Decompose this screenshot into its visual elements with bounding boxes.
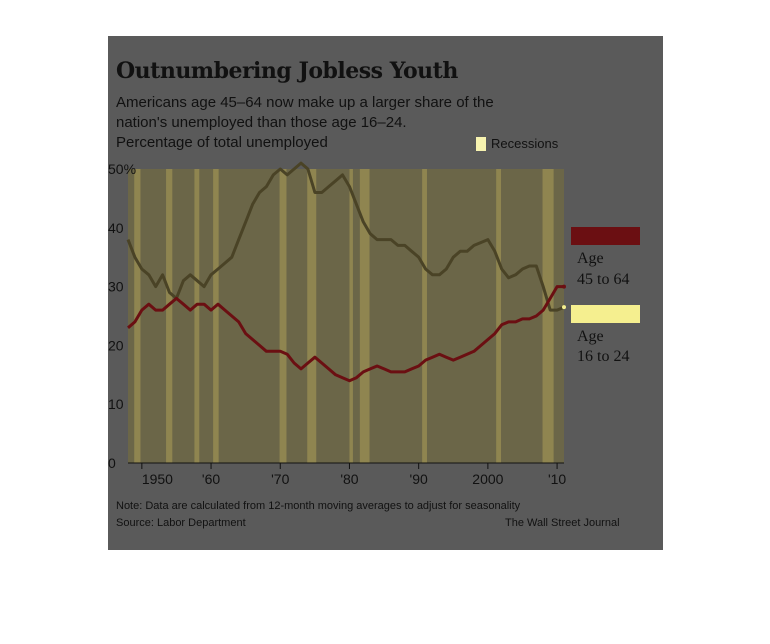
series-label-16-24-line1: Age [577, 328, 604, 345]
recession-band-5 [307, 169, 316, 463]
recession-band-10 [543, 169, 554, 463]
recession-band-2 [194, 169, 199, 463]
y-tick-label-1: 10 [108, 396, 124, 413]
recession-band-1 [166, 169, 172, 463]
x-tick-label-4: '90 [409, 471, 428, 487]
y-tick-label-4: 40 [108, 219, 124, 236]
legend-label-recessions: Recessions [491, 136, 559, 151]
footer-publisher: The Wall Street Journal [505, 517, 620, 529]
recession-band-4 [280, 169, 287, 463]
x-tick-label-5: 2000 [472, 471, 504, 487]
series-label-45-64-line2: 45 to 64 [577, 271, 630, 288]
x-tick-label-2: '70 [271, 471, 290, 487]
series-label-45-64-line1: Age [577, 250, 604, 267]
recession-band-8 [422, 169, 427, 463]
chart-title: Outnumbering Jobless Youth [116, 58, 458, 84]
y-tick-label-3: 30 [108, 278, 124, 295]
recession-band-6 [349, 169, 352, 463]
x-tick-label-1: '60 [201, 471, 221, 487]
chart-subtitle: Americans age 45–64 now make up a larger share of the nation's unemployed than those age 16–24. [116, 94, 494, 131]
footer-note: Note: Data are calculated from 12-month moving averages to adjust for seasonality [116, 500, 521, 512]
y-axis-label: Percentage of total unemployed [116, 134, 328, 151]
y-tick-label-2: 20 [108, 337, 124, 354]
chart-card [108, 36, 663, 550]
x-tick-label-6: '10 [547, 471, 567, 487]
series-end-0 [562, 305, 566, 309]
y-tick-label-5: 50% [108, 161, 137, 177]
x-tick-label-0: 1950 [141, 471, 173, 487]
x-tick-label-3: '80 [340, 471, 359, 487]
recession-band-9 [496, 169, 501, 463]
series-swatch-45-64 [571, 227, 640, 245]
series-label-16-24-line2: 16 to 24 [577, 348, 630, 365]
y-tick-label-0: 0 [108, 455, 116, 471]
series-swatch-16-24 [571, 305, 640, 323]
chart-svg [108, 36, 663, 550]
series-end-1 [562, 285, 566, 289]
recession-band-3 [213, 169, 219, 463]
footer-source: Source: Labor Department [116, 517, 246, 529]
